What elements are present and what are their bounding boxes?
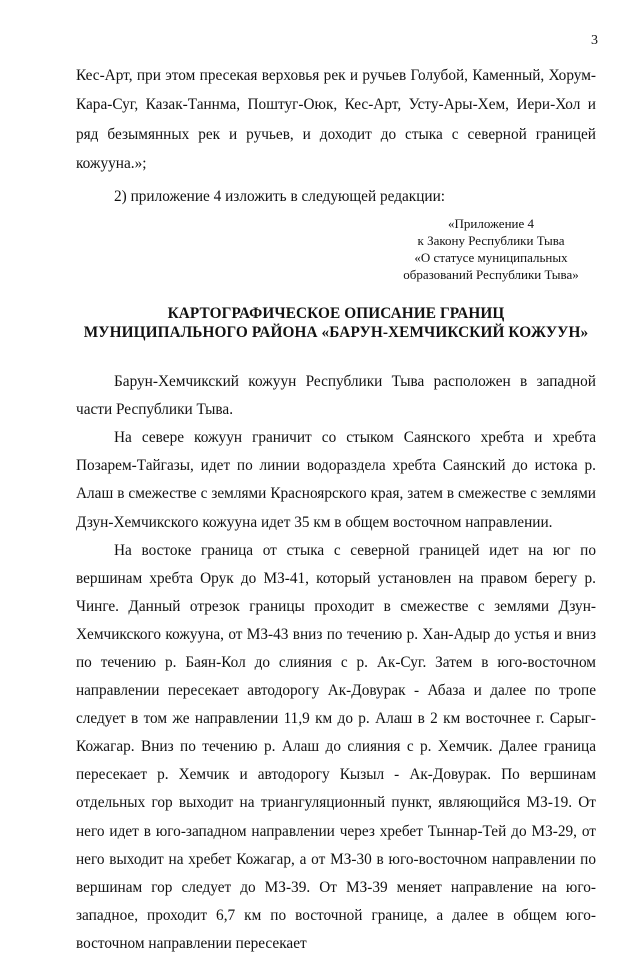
appendix-line-3: «О статусе муниципальных xyxy=(414,250,568,266)
appendix-line-2: к Закону Республики Тыва xyxy=(417,233,565,249)
amendment-item-2: 2) приложение 4 изложить в следующей редакции: xyxy=(114,187,446,205)
section-heading-line-1: КАРТОГРАФИЧЕСКОЕ ОПИСАНИЕ ГРАНИЦ xyxy=(167,305,505,323)
intro-continuation-paragraph: Кес-Арт, при этом пресекая верховья рек и ручьев Голубой, Каменный, Хорум-Кара-Суг, Казак-Таннма, Поштуг-Оюк, Кес-Арт, Усту-Ары-Хем, Иери-Хол и ряд безымянных рек и ручьев, и доходит до стыка с северной границей кожууна.»; xyxy=(76,67,596,173)
appendix-line-1: «Приложение 4 xyxy=(447,216,535,232)
section-heading-line-2: МУНИЦИПАЛЬНОГО РАЙОНА «БАРУН-ХЕМЧИКСКИЙ КОЖУУН» xyxy=(83,324,589,342)
body-paragraph-location: Барун-Хемчикский кожуун Республики Тыва расположен в западной части Республики Тыва. xyxy=(76,373,596,419)
page-number: 3 xyxy=(591,33,598,48)
section-heading xyxy=(76,304,596,342)
appendix-reference-block xyxy=(386,215,596,283)
body-paragraph-north-border: На севере кожуун граничит со стыком Саянского хребта и хребта Позарем-Тайгазы, идет по линии водораздела хребта Саянский до истока р. Алаш в смежестве с землями Красноярского края, затем в смежестве с землями Дзун-Хемчикского кожууна идет 35 км в общем восточном направлении. xyxy=(76,429,596,531)
body-paragraph-east-border: На востоке граница от стыка с северной границей идет на юг по вершинам хребта Орук до МЗ-41, который установлен на правом берегу р. Чинге. Данный отрезок границы проходит в смежестве с землями Дзун-Хемчикского кожууна, от МЗ-43 вниз по течению р. Хан-Адыр до устья и вниз по течению р. Баян-Кол до слияния с р. Ак-Суг. Затем в юго-восточном направлении пересекает автодорогу Ак-Довурак - Абаза и далее по тропе следует в том же направлении 11,9 км до р. Алаш в 2 км восточнее г. Сарыг-Кожагар. Вниз по течению р. Алаш до слияния с р. Хемчик. Далее граница пересекает р. Хемчик и автодорогу Кызыл - Ак-Довурак. По вершинам отдельных гор выходит на триангуляционный пункт, являющийся МЗ-19. От него идет в юго-западном направлении через хребет Тыннар-Тей до МЗ-29, от него выходит на хребет Кожагар, а от МЗ-30 в юго-восточном направлении по вершинам гор следует до МЗ-39. От МЗ-39 меняет направление на юго-западное, проходит 6,7 км по восточной границе, а далее в общем юго-восточном направлении пересекает xyxy=(76,541,596,952)
appendix-line-4: образований Республики Тыва» xyxy=(403,267,579,283)
document-content xyxy=(76,61,596,958)
